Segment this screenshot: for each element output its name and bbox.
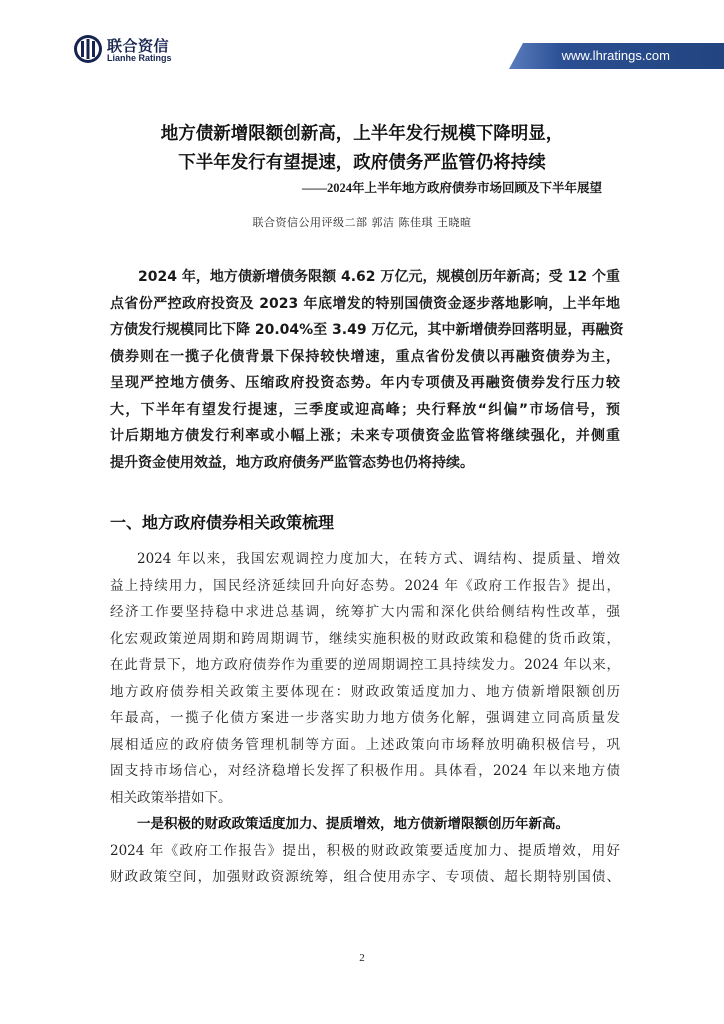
abstract-line: 大，下半年有望发行提速，三季度或迎高峰；央行释放“纠偏”市场信号，预 [110, 401, 620, 418]
report-title-line-2: 下半年发行有望提速，政府债务严监管仍将持续 [178, 153, 546, 173]
section-heading: 一、地方政府债券相关政策梳理 [110, 513, 335, 532]
report-title-line-1: 地方债新增限额创新高，上半年发行规模下降明显， [160, 124, 564, 144]
body-line: 固支持市场信心，对经济稳增长发挥了积极作用。具体看，2024 年以来地方债 [110, 763, 620, 779]
body-line: 经济工作要坚持稳中求进总基调，统筹扩大内需和深化供给侧结构性改革，强 [110, 604, 620, 620]
page-header [0, 0, 724, 86]
body-line: 相关政策举措如下。 [110, 789, 232, 806]
abstract-line: 点省份严控政府投资及 2023 年底增发的特别国债资金逐步落地影响，上半年地 [110, 295, 620, 312]
body-line: 益上持续用力，国民经济延续回升向好态势。2024 年《政府工作报告》提出， [110, 577, 620, 594]
abstract-line: 计后期地方债发行利率或小幅上涨；未来专项债资金监管将继续强化，并侧重 [110, 428, 620, 444]
abstract-paragraph [110, 264, 624, 476]
body-line: 2024 年以来，我国宏观调控力度加大，在转方式、调结构、提质量、增效 [137, 551, 620, 567]
body-line: 化宏观政策逆周期和跨周期调节，继续实施积极的财政政策和稳健的货币政策， [110, 630, 620, 647]
point-heading: 一是积极的财政政策适度加力、提质增效，地方债新增限额创历年新高。 [137, 816, 569, 832]
abstract-line: 2024 年，地方债新增债务限额 4.62 万亿元，规模创历年新高；受 12 个重 [138, 269, 620, 285]
body-line: 2024 年《政府工作报告》提出，积极的财政政策要适度加力、提质增效，用好 [110, 842, 620, 859]
logo-english-name: Lianhe Ratings [107, 53, 172, 63]
company-logo [73, 34, 173, 66]
section-body [110, 546, 620, 891]
website-banner [509, 43, 724, 69]
report-subtitle: ——2024年上半年地方政府债券市场回顾及下半年展望 [301, 181, 602, 195]
abstract-line: 呈现严控地方债务、压缩政府投资态势。年内专项债及再融资债券发行压力较 [110, 375, 620, 391]
abstract-line: 方债发行规模同比下降 20.04%至 3.49 万亿元，其中新增债券回落明显，再融资 [110, 322, 624, 338]
authors-line: 联合资信公用评级二部 郭洁 陈佳琪 王晓暄 [252, 216, 472, 229]
body-line: 展相适应的政府债务管理机制等方面。上述政策向市场释放明确积极信号，巩 [110, 736, 620, 753]
body-line: 年最高，一揽子化债方案进一步落实助力地方债务化解，强调建立同高质量发 [110, 710, 620, 726]
logo-chinese-name: 联合资信 [107, 37, 170, 55]
body-line: 地方政府债券相关政策主要体现在：财政政策适度加力、地方债新增限额创历 [110, 683, 620, 700]
abstract-line: 提升资金使用效益，地方政府债务严监管态势也仍将持续。 [110, 454, 474, 471]
body-line: 财政政策空间，加强财政资源统筹，组合使用赤字、专项债、超长期特别国债、 [110, 869, 620, 885]
body-line: 在此背景下，地方政府债券作为重要的逆周期调控工具持续发力。2024 年以来， [110, 657, 620, 673]
page-number: 2 [359, 952, 365, 964]
abstract-line: 债券则在一揽子化债背景下保持较快增速，重点省份发债以再融资债券为主， [110, 348, 620, 365]
website-link[interactable]: www.lhratings.com [561, 48, 670, 63]
logo-mark-icon [73, 34, 103, 64]
